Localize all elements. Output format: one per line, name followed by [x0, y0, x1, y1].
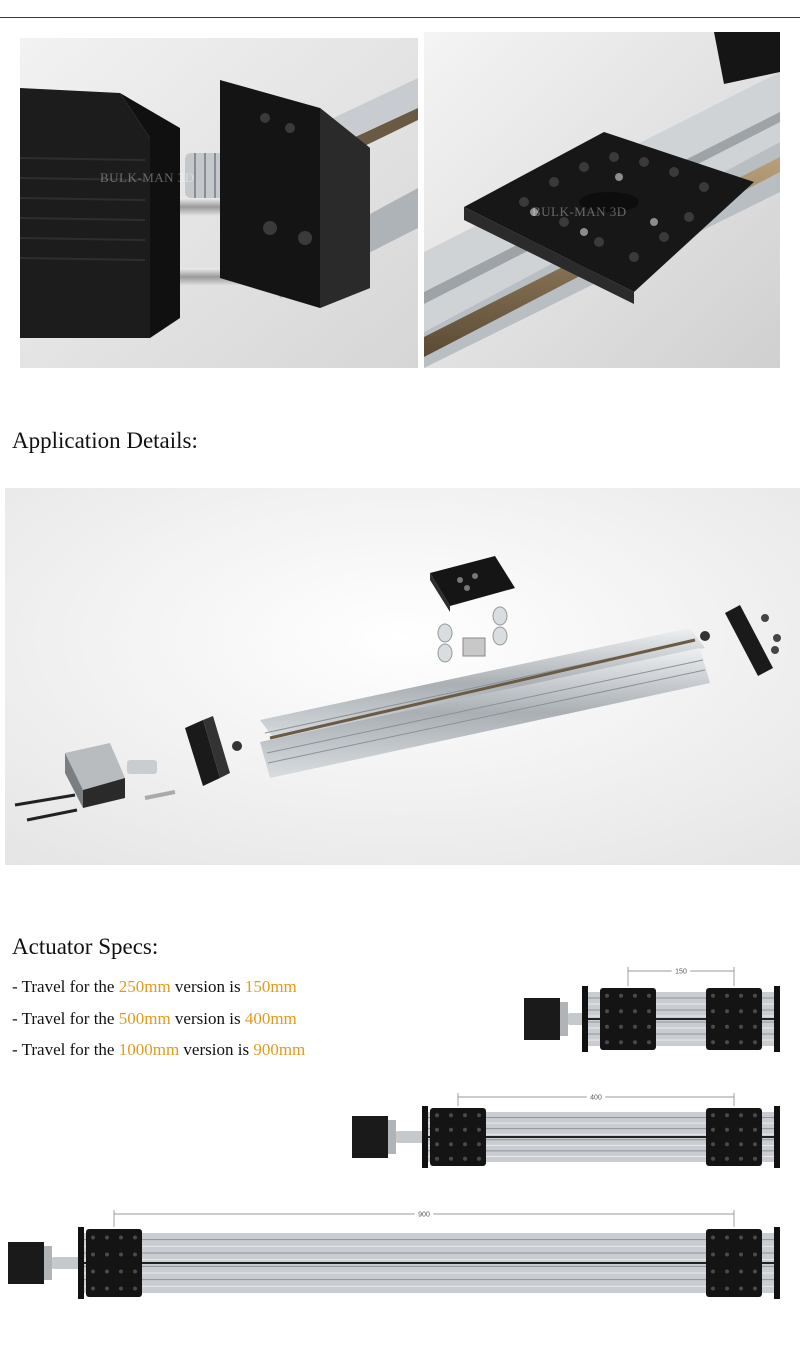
- plate-hole: [647, 1025, 651, 1029]
- spec-line: [12, 1039, 305, 1071]
- plate-hole: [725, 1040, 729, 1044]
- plate-hole: [739, 1236, 743, 1240]
- dimension-label: 400: [590, 1094, 602, 1102]
- plate-hole: [105, 1236, 109, 1240]
- gantry-plate: [430, 1108, 486, 1166]
- plate-hole: [605, 994, 609, 998]
- plate-hole: [753, 1128, 757, 1132]
- gantry-plate-photo: [424, 32, 780, 368]
- end-plate: [774, 1106, 780, 1168]
- plate-hole: [119, 1236, 123, 1240]
- gantry-plate: [86, 1229, 142, 1297]
- plate-hole: [449, 1142, 453, 1146]
- exploded-assembly-render: [5, 488, 800, 865]
- plate-hole: [739, 1025, 743, 1029]
- actuator-diagram-250: [520, 962, 782, 1054]
- plate-hole: [619, 994, 623, 998]
- plate-hole: [435, 1128, 439, 1132]
- plate-hole: [463, 1128, 467, 1132]
- plate-hole: [711, 994, 715, 998]
- plate-hole: [725, 1236, 729, 1240]
- motor-body: [352, 1116, 388, 1158]
- plate-hole: [753, 1157, 757, 1161]
- plate-hole: [753, 1113, 757, 1117]
- plate-hole: [739, 1270, 743, 1274]
- plate-hole: [105, 1253, 109, 1257]
- plate-hole: [753, 1040, 757, 1044]
- spec-travel: 150mm: [244, 977, 297, 996]
- plate-hole: [619, 1025, 623, 1029]
- plate-hole: [711, 1157, 715, 1161]
- spec-prefix: - Travel for the: [12, 1040, 119, 1059]
- plate-hole: [753, 1270, 757, 1274]
- plate-hole: [119, 1270, 123, 1274]
- plate-hole: [725, 1142, 729, 1146]
- gantry-plate: [706, 1108, 762, 1166]
- plate-hole: [119, 1253, 123, 1257]
- plate-hole: [739, 1253, 743, 1257]
- gantry-plate: [600, 988, 656, 1050]
- end-plate: [582, 986, 588, 1052]
- plate-hole: [463, 1157, 467, 1161]
- dimension-label: 150: [675, 968, 687, 976]
- motor-flange: [44, 1246, 52, 1280]
- plate-hole: [91, 1287, 95, 1291]
- plate-hole: [753, 1025, 757, 1029]
- end-plate: [774, 1227, 780, 1299]
- plate-hole: [711, 1009, 715, 1013]
- plate-hole: [739, 1040, 743, 1044]
- spec-middle: version is: [170, 977, 245, 996]
- plate-hole: [711, 1287, 715, 1291]
- spec-middle: version is: [179, 1040, 254, 1059]
- motor-body: [8, 1242, 44, 1284]
- plate-hole: [633, 994, 637, 998]
- spec-prefix: - Travel for the: [12, 977, 119, 996]
- actuator-specs-heading: Actuator Specs:: [12, 934, 159, 959]
- plate-hole: [647, 1009, 651, 1013]
- plate-hole: [477, 1113, 481, 1117]
- dimension-label: 900: [418, 1211, 430, 1219]
- plate-hole: [711, 1142, 715, 1146]
- end-plate: [422, 1106, 428, 1168]
- plate-hole: [633, 1009, 637, 1013]
- plate-hole: [725, 1287, 729, 1291]
- plate-hole: [711, 1025, 715, 1029]
- plate-hole: [619, 1040, 623, 1044]
- plate-hole: [449, 1113, 453, 1117]
- actuator-diagram-500: [348, 1088, 782, 1170]
- plate-hole: [753, 994, 757, 998]
- plate-hole: [105, 1287, 109, 1291]
- plate-hole: [91, 1253, 95, 1257]
- plate-hole: [633, 1025, 637, 1029]
- plate-hole: [711, 1270, 715, 1274]
- plate-hole: [133, 1270, 137, 1274]
- watermark-text: BULK-MAN 3D: [100, 170, 195, 185]
- motor-flange: [388, 1120, 396, 1154]
- plate-hole: [725, 1128, 729, 1132]
- plate-hole: [725, 1270, 729, 1274]
- actuator-diagram-1000: [4, 1205, 782, 1305]
- specs-list: [12, 976, 305, 1071]
- spec-travel: 900mm: [253, 1040, 306, 1059]
- plate-hole: [133, 1253, 137, 1257]
- spec-length: 1000mm: [118, 1040, 180, 1059]
- plate-hole: [477, 1157, 481, 1161]
- plate-hole: [753, 1236, 757, 1240]
- plate-hole: [753, 1142, 757, 1146]
- plate-hole: [435, 1157, 439, 1161]
- plate-hole: [739, 1157, 743, 1161]
- plate-hole: [435, 1113, 439, 1117]
- end-plate: [774, 986, 780, 1052]
- plate-hole: [647, 994, 651, 998]
- watermark-text: BULK-MAN 3D: [532, 204, 627, 219]
- plate-hole: [739, 1128, 743, 1132]
- spec-travel: 400mm: [244, 1008, 297, 1028]
- plate-hole: [725, 1009, 729, 1013]
- spec-middle: version is: [170, 1008, 245, 1028]
- plate-hole: [463, 1113, 467, 1117]
- coupler: [52, 1257, 82, 1269]
- plate-hole: [477, 1128, 481, 1132]
- end-plate: [78, 1227, 84, 1299]
- motor-coupler-photo: [20, 38, 418, 368]
- plate-hole: [133, 1236, 137, 1240]
- plate-hole: [739, 1113, 743, 1117]
- plate-hole: [119, 1287, 123, 1291]
- plate-hole: [753, 1009, 757, 1013]
- plate-hole: [449, 1128, 453, 1132]
- plate-hole: [739, 1142, 743, 1146]
- plate-hole: [725, 1113, 729, 1117]
- spec-line: [12, 976, 305, 1008]
- plate-hole: [449, 1157, 453, 1161]
- plate-hole: [711, 1113, 715, 1117]
- top-divider: [0, 17, 800, 18]
- plate-hole: [633, 1040, 637, 1044]
- plate-hole: [605, 1040, 609, 1044]
- application-details-heading: Application Details:: [12, 428, 198, 453]
- plate-hole: [605, 1025, 609, 1029]
- plate-hole: [91, 1270, 95, 1274]
- plate-hole: [725, 1157, 729, 1161]
- plate-hole: [711, 1253, 715, 1257]
- plate-hole: [725, 1025, 729, 1029]
- plate-hole: [753, 1287, 757, 1291]
- plate-hole: [647, 1040, 651, 1044]
- plate-hole: [91, 1236, 95, 1240]
- plate-hole: [753, 1253, 757, 1257]
- plate-hole: [725, 994, 729, 998]
- plate-hole: [711, 1040, 715, 1044]
- gantry-plate: [706, 1229, 762, 1297]
- plate-hole: [739, 1287, 743, 1291]
- plate-hole: [463, 1142, 467, 1146]
- plate-hole: [619, 1009, 623, 1013]
- plate-hole: [725, 1253, 729, 1257]
- plate-hole: [605, 1009, 609, 1013]
- spec-length: 250mm: [118, 977, 171, 996]
- plate-hole: [739, 1009, 743, 1013]
- motor-body: [524, 998, 560, 1040]
- motor-flange: [560, 1002, 568, 1036]
- plate-hole: [739, 994, 743, 998]
- plate-hole: [711, 1128, 715, 1132]
- spec-length: 500mm: [118, 1008, 171, 1028]
- plate-hole: [477, 1142, 481, 1146]
- plate-hole: [133, 1287, 137, 1291]
- spec-line: [12, 1008, 305, 1040]
- plate-hole: [435, 1142, 439, 1146]
- gantry-plate: [706, 988, 762, 1050]
- plate-hole: [711, 1236, 715, 1240]
- plate-hole: [105, 1270, 109, 1274]
- coupler: [396, 1131, 426, 1143]
- spec-prefix: - Travel for the: [12, 1008, 119, 1028]
